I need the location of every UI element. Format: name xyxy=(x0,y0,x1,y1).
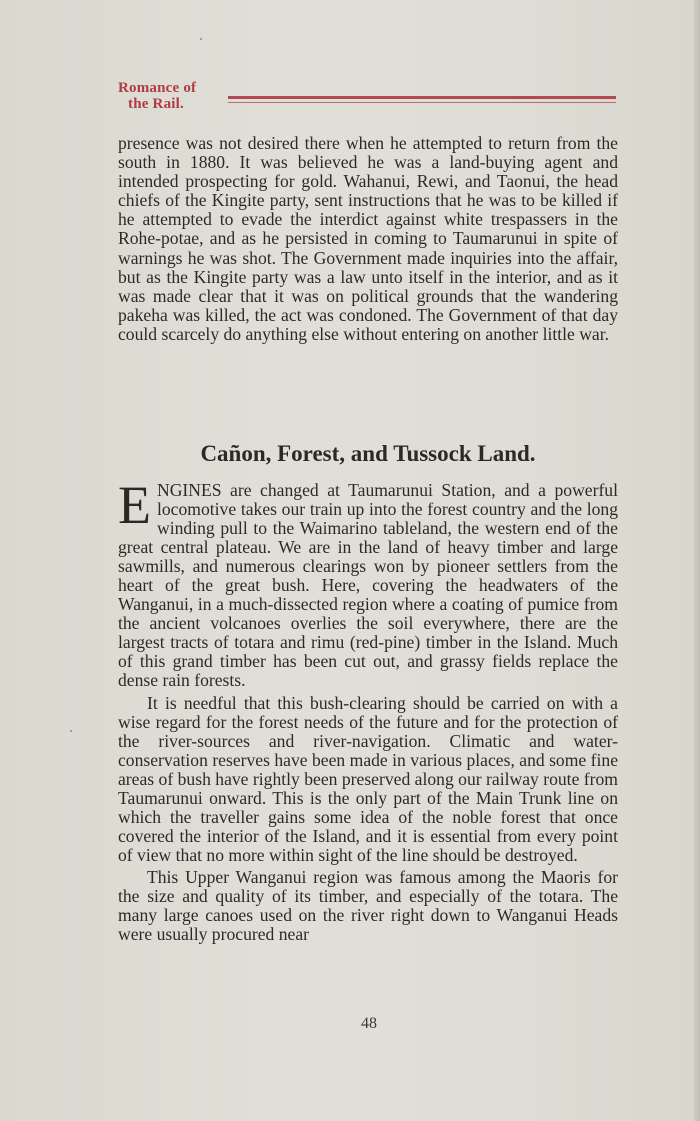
running-head-line-2: the Rail. xyxy=(128,96,184,112)
page-header xyxy=(118,80,618,116)
header-rule-thin xyxy=(228,102,616,103)
page-edge xyxy=(694,0,700,1121)
section-paragraph-1-text: NGINES are changed at Taumarunui Station, and a powerful locomotive takes our train up into the forest country and the long winding pull to the Waimarino tableland, the western end of the great central plateau. We are in the land of heavy timber and large sawmills, and numerous clearings won by pioneer settlers from the heart of the great bush. Here, covering the headwaters of the Wanganui, in a much-dissected region where a coating of pumice from the ancient volcanoes overlies the soil everywhere, there are the largest tracts of totara and rimu (red-pine) timber in the Island. Much of this grand timber has been cut out, and grassy fields replace the dense rain forests. xyxy=(118,480,618,691)
running-head-line-1: Romance of xyxy=(118,80,197,96)
section-paragraph-3: This Upper Wanganui region was famous among the Maoris for the size and quality of its timber, and especially of the totara. The many large canoes used on the river right down to Wanganui Heads were usually procured near xyxy=(118,866,618,945)
section-body xyxy=(118,475,618,947)
section-heading: Cañon, Forest, and Tussock Land. xyxy=(200,441,536,466)
section-paragraph-2: It is needful that this bush-clearing should be carried on with a wise regard for the forest needs of the future and for the protection of the river-sources and river-navigation. Climatic and water-conservation reserves have been made in various places, and some fine areas of bush have rightly been preserved along our railway route from Taumarunui onward. This is the only part of the Main Trunk line on which the traveller gains some idea of the noble forest that once covered the interior of the Island, and it is essential from every point of view that no more within sight of the line should be destroyed. xyxy=(118,692,618,865)
paper-speck xyxy=(200,38,202,40)
continued-paragraph-block xyxy=(118,134,618,344)
drop-cap: E xyxy=(118,475,151,535)
continued-paragraph: presence was not desired there when he attempted to return from the south in 1880. It was believed he was a land-buying agent and intended prospecting for gold. Wahanui, Rewi, and Taonui, the head chiefs of the Kingite party, sent instructions that he was to be killed if he attempted to evade the interdict against white trespassers in the Rohe-potae, and as he persisted in coming to Taumarunui in spite of warnings he was shot. The Government made inquiries into the affair, but as the Kingite party was a law unto itself in the interior, and as it was made clear that it was on political grounds that the wandering pakeha was killed, the act was condoned. The Government of that day could scarcely do anything else without entering on another little war. xyxy=(118,133,618,344)
paper-speck xyxy=(70,730,72,732)
section-paragraph-1 xyxy=(118,475,618,691)
page-number: 48 xyxy=(361,1015,377,1032)
running-head xyxy=(118,80,196,112)
header-rule-thick xyxy=(228,96,616,99)
